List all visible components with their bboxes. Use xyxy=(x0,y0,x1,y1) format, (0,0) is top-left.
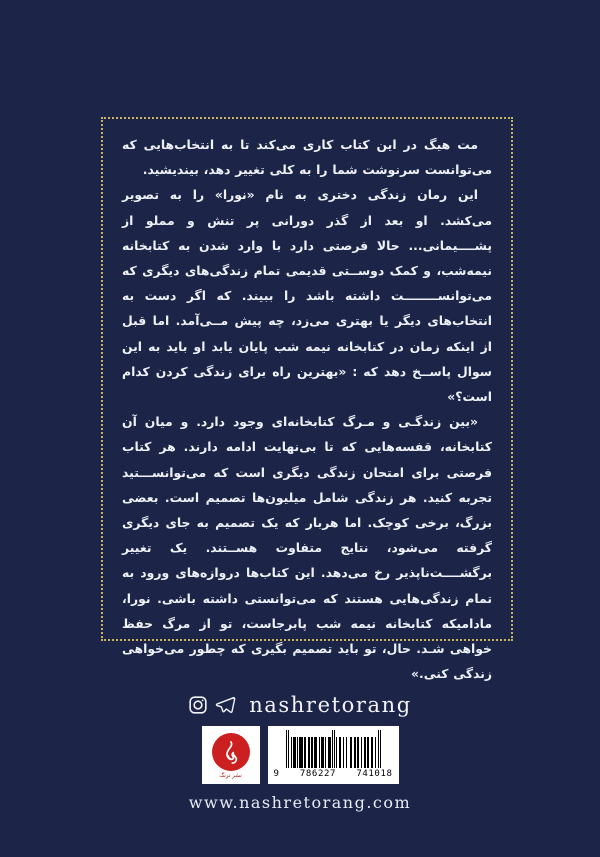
logo-and-barcode-row xyxy=(0,726,600,784)
logo-circle xyxy=(212,733,250,771)
social-row xyxy=(0,690,600,720)
website-url: www.nashretorang.com xyxy=(188,793,412,812)
publisher-logo-caption: نشر ترنگ xyxy=(219,773,242,780)
isbn-barcode xyxy=(268,726,399,784)
footer xyxy=(0,690,600,812)
telegram-icon[interactable] xyxy=(215,695,236,715)
barcode-digit-first: 9 xyxy=(273,769,280,779)
barcode-digits xyxy=(273,769,394,779)
blurb-paragraph-3: «بین زندگـی و مـرگ کتابخانه‌ای وجود دارد. و میان آن کتابخانه، قفسه‌هایی که تا بی‌نهایت ادامه دارند. هر کتاب فرصتی برای امتحان زندگی دیگری است که می‌توانســـتید تجربه کنید. هر زندگی شامل میلیون‌ها تصمیم است. بعضی بزرگ، برخی کوچک. اما هربار که یک تصمیم به جای دیگری گرفته می‌شود، نتایج متفاوت هســتند. یک تغییر برگشــــت‌ناپذیر رخ می‌دهد. این کتاب‌ها دروازه‌های ورود به تمام زندگی‌هایی هستند که می‌توانستی داشته باشی. نورا، مادامیکه کتابخانه نیمه شب پابرجاست، تو از مرگ حفظ خواهی شـد. حال، تو باید تصمیم بگیری که چطور می‌خواهی زندگی کنی.» xyxy=(122,414,492,682)
publisher-logo xyxy=(202,726,260,784)
blurb-paragraph-1: مت هیگ در این کتاب کاری می‌کند تا به انتخاب‌هایی که می‌توانست سرنوشت شما را به کلی تغییر دهد، بیندیشید. xyxy=(122,137,492,178)
barcode-bars xyxy=(286,730,381,768)
barcode-digits-right: 741018 xyxy=(356,769,393,779)
flame-logo-icon xyxy=(218,739,244,765)
instagram-icon[interactable] xyxy=(188,695,208,715)
blurb-paragraph-2: این رمان زندگی دختری به نام «نورا» را به تصویر می‌کشد. او بعد از گذر دورانی پر تنش و مملو از پشــــیمانی... حالا فرصتی دارد با وارد شدن به کتابخانه نیمه‌شب، و کمک دوســتی قدیمی تمام زندگی‌های دیگری که می‌توانســــــــت داشته باشد را ببیند. که اگر دست به انتخاب‌های دیگر یا بهتری می‌زد، چه پیش مــی‌آمد. اما قبل از اینکه زمان در کتابخانه نیمه شب پایان یابد او باید به این سوال پاســخ دهد که : «بهترین راه برای زندگی کردن کدام است؟» xyxy=(122,187,492,405)
blurb-text-block xyxy=(108,124,506,682)
barcode-digits-left: 786227 xyxy=(299,769,337,779)
social-handle: nashretorang xyxy=(249,693,412,717)
